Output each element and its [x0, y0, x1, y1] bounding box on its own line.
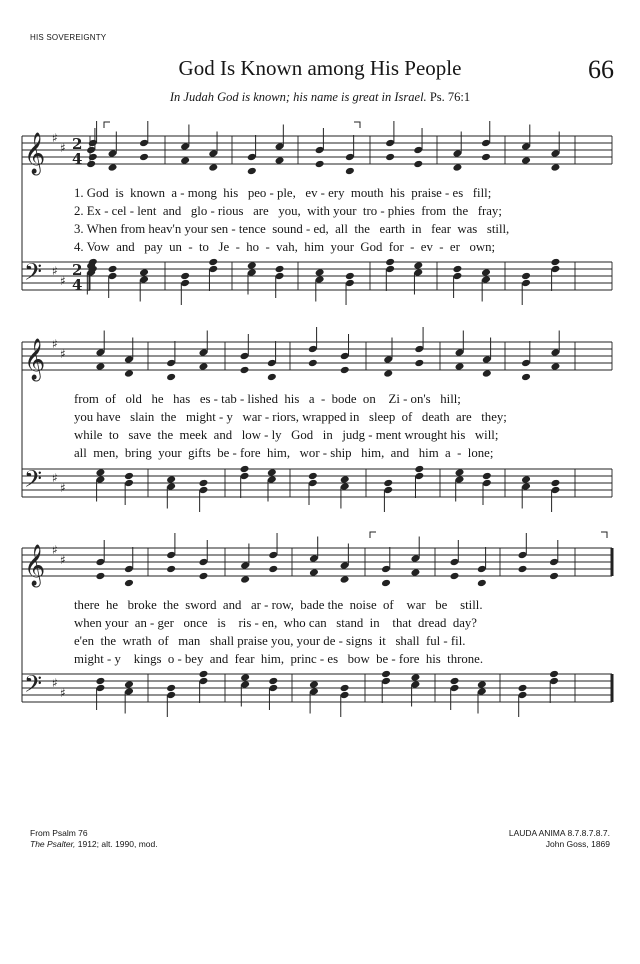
time-signature: 4 — [72, 150, 83, 168]
notehead — [198, 479, 208, 488]
sharp-sign: ♯ — [52, 471, 58, 485]
phrase-bracket — [601, 532, 607, 538]
section-heading: HIS SOVEREIGNTY — [30, 33, 107, 42]
verse-line: from of old he has es - tab - lished his a - bode on Zi - on's hill; — [74, 392, 461, 406]
notehead — [95, 468, 105, 477]
notehead — [166, 373, 176, 382]
time-signature: 2 — [72, 135, 83, 153]
hymn-number: 66 — [588, 55, 614, 84]
notehead — [340, 684, 350, 693]
notehead — [309, 680, 319, 689]
notehead — [308, 472, 318, 481]
notehead — [308, 359, 318, 368]
notehead — [124, 472, 134, 481]
notehead — [275, 265, 285, 274]
text-credit — [30, 828, 158, 850]
verse-line: when your an - ger once is ris - en, who can stand in that dread day? — [74, 616, 477, 630]
composer: John Goss, 1869 — [545, 839, 610, 850]
notehead — [340, 366, 350, 375]
notehead — [124, 579, 134, 588]
notehead — [240, 673, 250, 682]
notehead — [268, 565, 278, 574]
notehead — [413, 160, 423, 169]
notehead — [385, 153, 395, 162]
notehead — [108, 163, 118, 172]
bass-clef: 𝄢 — [24, 670, 43, 703]
notehead — [518, 684, 528, 693]
notehead — [139, 153, 149, 162]
scripture-text: In Judah God is known; his name is great in Israel. — [169, 90, 427, 104]
notehead — [345, 272, 355, 281]
treble-clef: 𝄞 — [24, 545, 46, 586]
notehead — [315, 268, 325, 277]
notehead — [549, 572, 559, 581]
notehead — [240, 465, 250, 474]
notehead — [477, 680, 487, 689]
notehead — [240, 575, 250, 584]
notehead — [247, 261, 257, 270]
notehead — [452, 163, 462, 172]
notehead — [240, 366, 250, 375]
notehead — [383, 369, 393, 378]
sharp-sign: ♯ — [60, 686, 66, 700]
tune-credit — [509, 828, 610, 850]
notehead — [208, 163, 218, 172]
sharp-sign: ♯ — [52, 337, 58, 351]
notehead — [452, 265, 462, 274]
credit-text-detail: 1912; alt. 1990, mod. — [77, 839, 158, 850]
notehead — [381, 579, 391, 588]
tune-name: LAUDA ANIMA 8.7.8.7.8.7. — [508, 828, 610, 838]
bass-clef: 𝄢 — [24, 258, 43, 291]
verse-line: you have slain the might - y war - riors, wrapped in sleep of death are they; — [74, 410, 507, 424]
notehead — [414, 359, 424, 368]
notehead — [482, 472, 492, 481]
notehead — [521, 156, 531, 165]
notehead — [340, 475, 350, 484]
notehead — [385, 258, 395, 267]
notehead — [477, 579, 487, 588]
notehead — [95, 677, 105, 686]
notehead — [275, 156, 285, 165]
notehead — [315, 160, 325, 169]
notehead — [166, 565, 176, 574]
sharp-sign: ♯ — [52, 131, 58, 145]
notehead — [455, 362, 465, 371]
notehead — [345, 167, 355, 176]
notehead — [414, 465, 424, 474]
treble-clef: 𝄞 — [24, 339, 46, 380]
verse-line: 3. When from heav'n your sen - tence sound - ed, all the earth in fear was still, — [74, 222, 510, 236]
notehead — [139, 268, 149, 277]
notehead — [86, 160, 96, 169]
notehead — [95, 362, 105, 371]
verse-line: 4. Vow and pay un - to Je - ho - vah, him your God for - ev - er own; — [74, 240, 496, 254]
notehead — [124, 680, 134, 689]
notehead — [108, 265, 118, 274]
notehead — [481, 268, 491, 277]
notehead — [410, 568, 420, 577]
notehead — [482, 369, 492, 378]
notehead — [268, 677, 278, 686]
notehead — [166, 475, 176, 484]
notehead — [198, 362, 208, 371]
credit-text-source: The Psalter, — [30, 839, 76, 850]
sharp-sign: ♯ — [60, 553, 66, 567]
notehead — [95, 572, 105, 581]
notehead — [450, 572, 460, 581]
notehead — [180, 272, 190, 281]
verse-line: e'en the wrath of man shall praise you, your de - signs it shall ful - fil. — [74, 634, 466, 648]
notehead — [124, 369, 134, 378]
phrase-bracket — [104, 122, 110, 128]
sharp-sign: ♯ — [60, 141, 66, 155]
notehead — [450, 677, 460, 686]
time-signature: 4 — [72, 276, 83, 294]
sharp-sign: ♯ — [60, 481, 66, 495]
credit-source: From Psalm 76 — [30, 828, 88, 838]
verse-line: might - y kings o - bey and fear him, princ - es bow be - fore his throne. — [74, 652, 484, 666]
notehead — [521, 373, 531, 382]
sharp-sign: ♯ — [60, 274, 66, 288]
notehead — [88, 153, 98, 162]
sharp-sign: ♯ — [52, 543, 58, 557]
verse-line: 1. God is known a - mong his peo - ple, ev - ery mouth his praise - es fill; — [74, 186, 492, 200]
phrase-bracket — [354, 122, 360, 128]
time-signature: 2 — [72, 261, 83, 279]
notehead — [550, 479, 560, 488]
notehead — [521, 272, 531, 281]
notehead — [208, 258, 218, 267]
sharp-sign: ♯ — [52, 264, 58, 278]
verse-line: 2. Ex - cel - lent and glo - rious are you, with your tro - phies from the fray; — [74, 204, 502, 218]
notehead — [549, 670, 559, 679]
notehead — [247, 167, 257, 176]
notehead — [340, 575, 350, 584]
notehead — [550, 258, 560, 267]
verse-line: all men, bring your gifts be - fore him, wor - ship him, and him a - lone; — [74, 446, 494, 460]
notehead — [180, 156, 190, 165]
verse-line: while to save the meek and low - ly God in judg - ment wrought his will; — [74, 428, 499, 442]
verse-line: there he broke the sword and ar - row, bade the noise of war be still. — [74, 598, 483, 612]
notehead — [267, 468, 277, 477]
notehead — [410, 673, 420, 682]
notehead — [550, 163, 560, 172]
notehead — [518, 565, 528, 574]
notehead — [383, 479, 393, 488]
notehead — [198, 670, 208, 679]
notehead — [413, 261, 423, 270]
notehead — [550, 362, 560, 371]
phrase-bracket — [370, 532, 376, 538]
notehead — [166, 684, 176, 693]
scripture-reference: Ps. 76:1 — [429, 90, 471, 104]
notehead — [455, 468, 465, 477]
hymn-title: God Is Known among His People — [178, 56, 462, 80]
notehead — [521, 475, 531, 484]
sharp-sign: ♯ — [60, 347, 66, 361]
notehead — [267, 373, 277, 382]
notehead — [481, 153, 491, 162]
bass-clef: 𝄢 — [24, 465, 43, 498]
sharp-sign: ♯ — [52, 676, 58, 690]
notehead — [309, 568, 319, 577]
notehead — [198, 572, 208, 581]
treble-clef: 𝄞 — [24, 133, 46, 174]
notehead — [381, 670, 391, 679]
